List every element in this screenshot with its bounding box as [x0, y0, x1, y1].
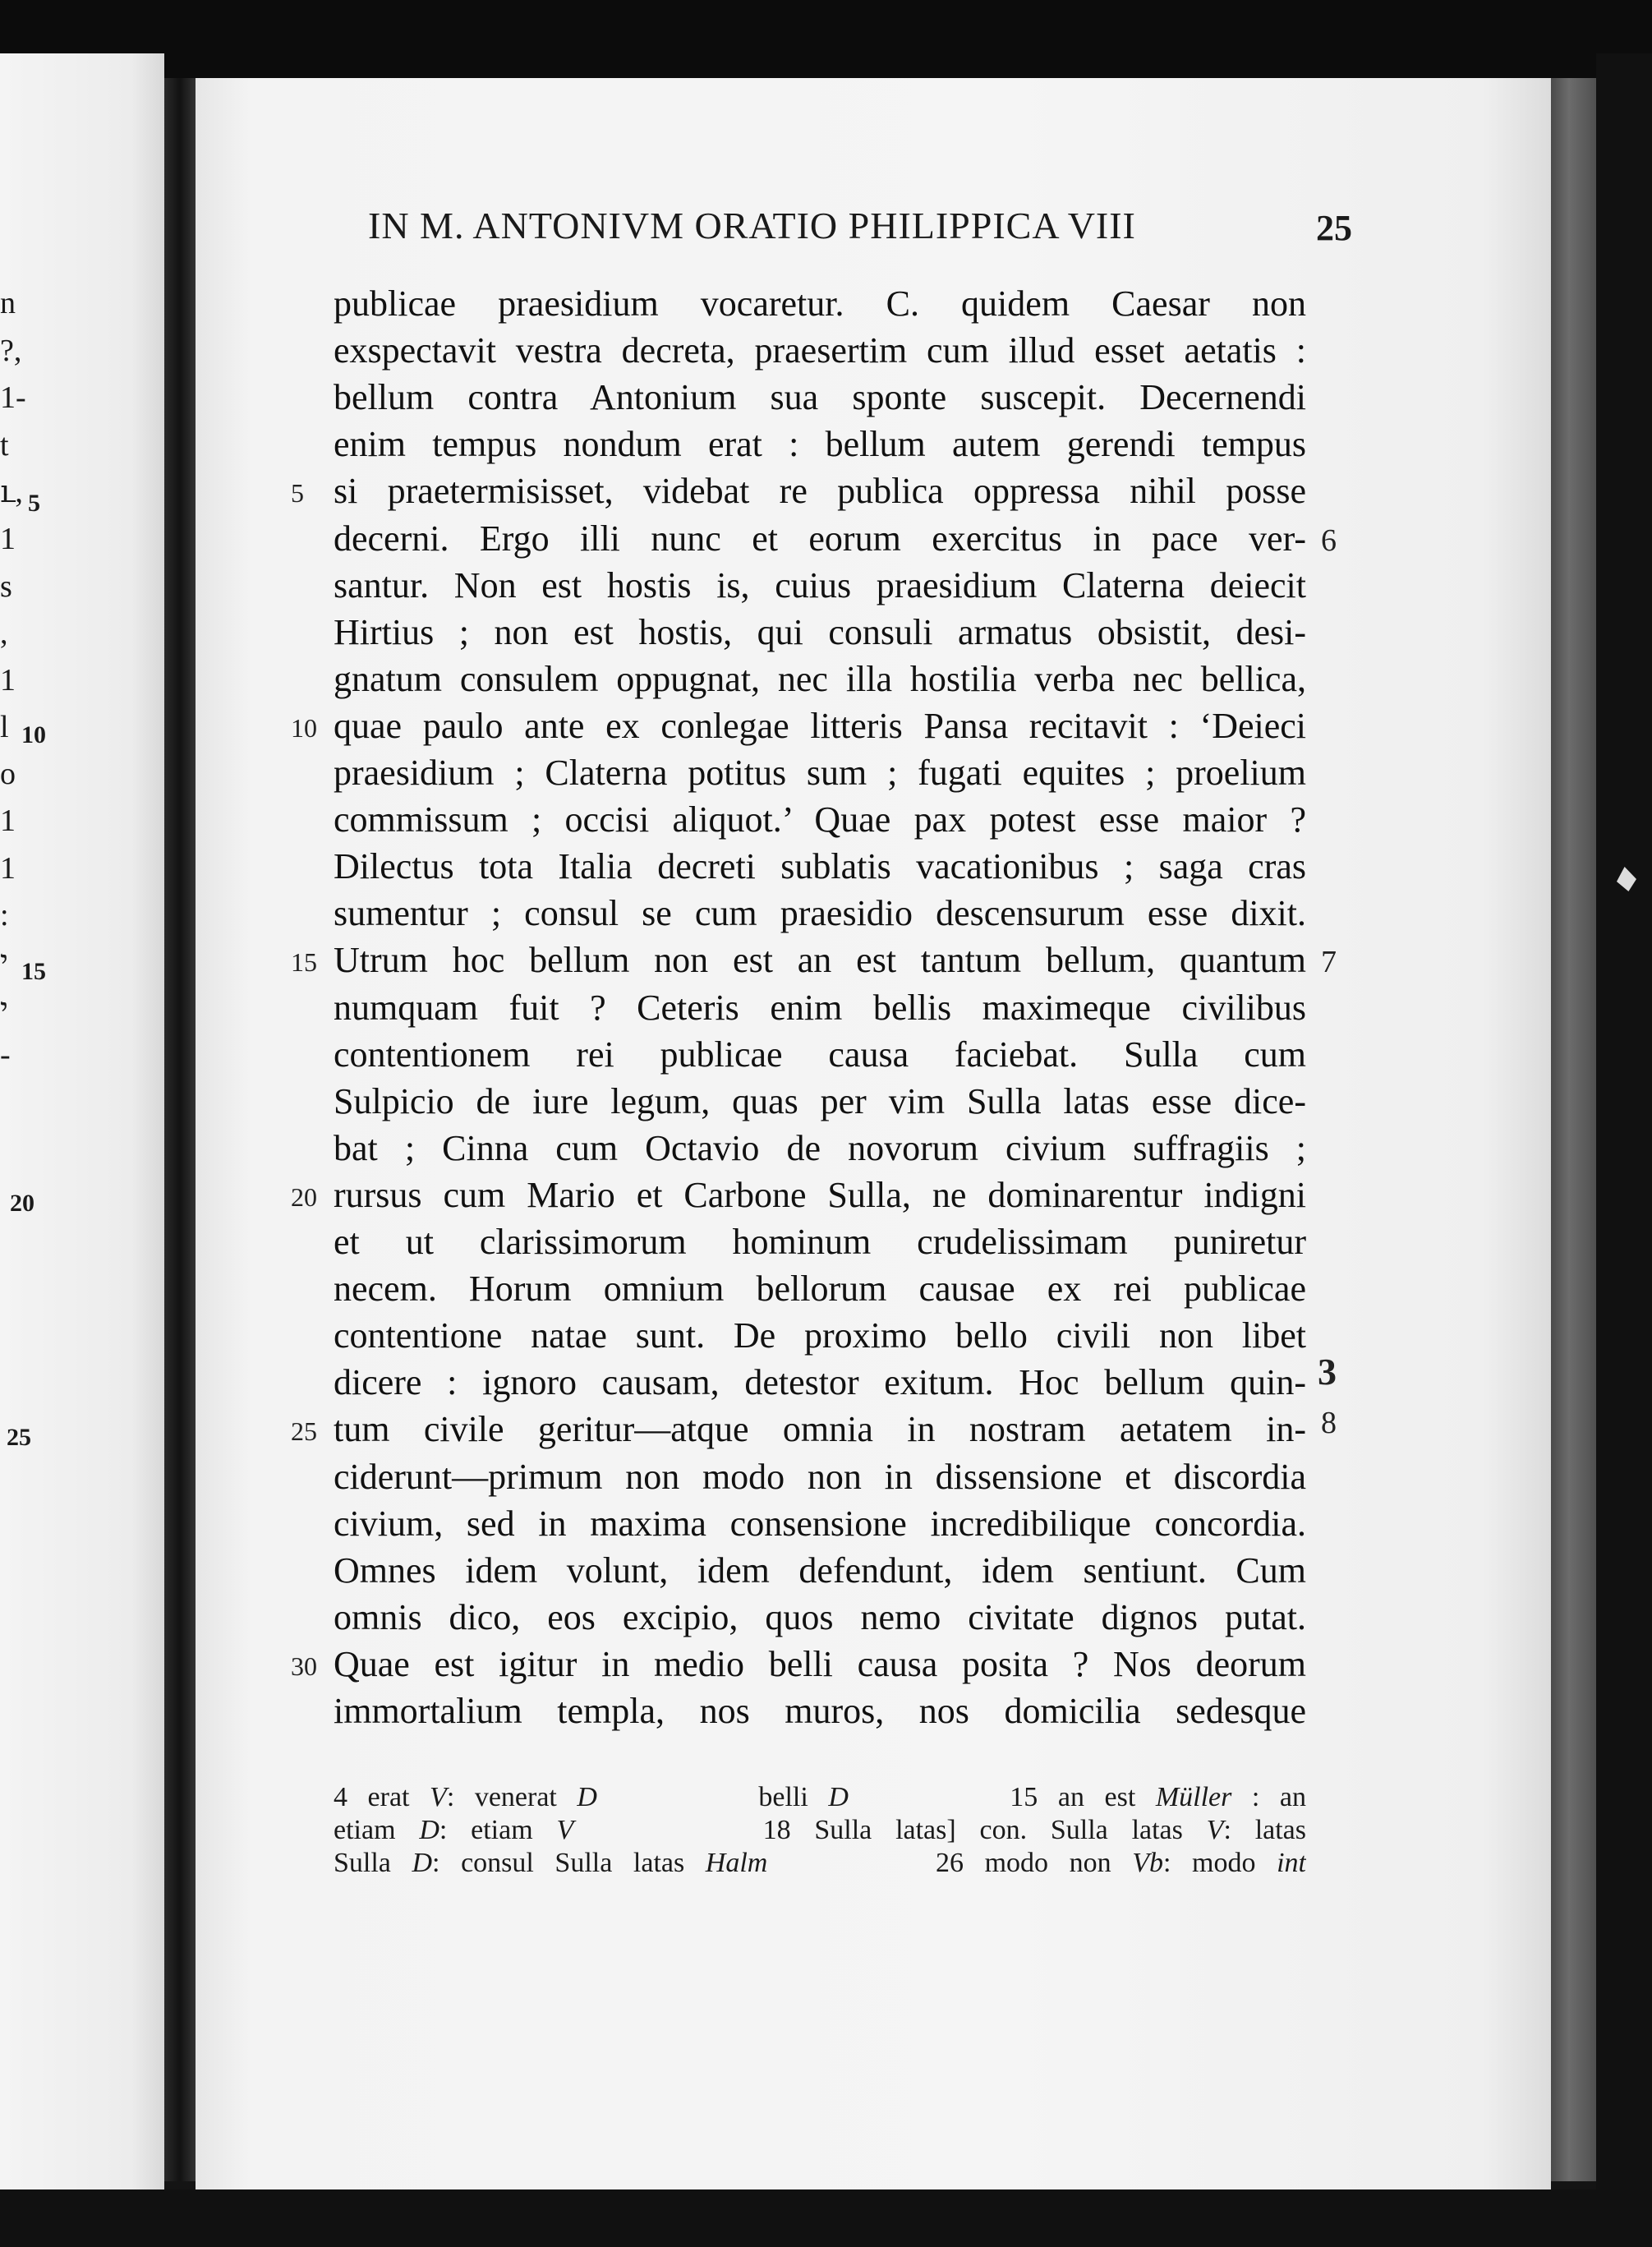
section-number: 6 [1321, 523, 1337, 558]
text-line: tum civile geritur—atque omnia in nostram aetatem in- [334, 1409, 1306, 1450]
text-line: et ut clarissimorum hominum crudelissimam puniretur [334, 1222, 1306, 1262]
facing-page-fragment: , [0, 616, 8, 651]
facing-page-fragment: 1 [0, 522, 16, 556]
manuscript-siglum: D [412, 1848, 433, 1878]
apparatus-text: : venerat [446, 1782, 578, 1812]
facing-page-line-number: 20 [10, 1190, 35, 1217]
scan-background-bottom [0, 2189, 1652, 2247]
text-line: Quae est igitur in medio belli causa posita ? Nos deorum [334, 1643, 1306, 1684]
facing-page-line-number: 15 [21, 958, 46, 985]
text-line: Utrum hoc bellum non est an est tantum bellum, quantum [334, 940, 1306, 981]
apparatus-text: : etiam [439, 1815, 557, 1845]
text-line: omnis dico, eos excipio, quos nemo civitate dignos putat. [334, 1596, 1306, 1637]
top-shadow [0, 0, 1652, 78]
text-line: Hirtius ; non est hostis, qui consuli armatus obsistit, desi- [334, 611, 1306, 652]
manuscript-siglum: D [577, 1782, 597, 1812]
text-line: quae paulo ante ex conlegae litteris Pansa recitavit : ‘Deieci [334, 705, 1306, 746]
text-line: contentionem rei publicae causa faciebat. Sulla cum [334, 1034, 1306, 1075]
text-line: dicere : ignoro causam, detestor exitum. Hoc bellum quin- [334, 1362, 1306, 1403]
text-line: Omnes idem volunt, idem defendunt, idem sentiunt. Cum [334, 1549, 1306, 1591]
text-line: rursus cum Mario et Carbone Sulla, ne dominarentur indigni [334, 1174, 1306, 1215]
text-line: commissum ; occisi aliquot.’ Quae pax potest esse maior ? [334, 799, 1306, 840]
facing-page-fragment: t [0, 428, 9, 463]
facing-page-fragment: ւ, [0, 475, 23, 509]
facing-page-fragment: l [0, 710, 9, 744]
scan-background-right [1596, 53, 1652, 2247]
text-line: bellum contra Antonium sua sponte suscepit. Decernendi [334, 377, 1306, 418]
facing-page-fragment: s [0, 569, 12, 604]
text-line: contentione natae sunt. De proximo bello civili non libet [334, 1315, 1306, 1356]
critical-apparatus [334, 1781, 1306, 1880]
text-line: necem. Horum omnium bellorum causae ex rei publicae [334, 1269, 1306, 1310]
line-number: 30 [291, 1651, 317, 1681]
facing-page-fragment: 1- [0, 380, 26, 415]
facing-page-line-number: 5 [28, 490, 40, 517]
apparatus-text: 4 erat [334, 1782, 430, 1812]
apparatus-text: 26 modo non [767, 1848, 1133, 1878]
facing-page-fragment: י [0, 945, 8, 979]
manuscript-siglum: int [1277, 1848, 1306, 1878]
text-line: decerni. Ergo illi nunc et eorum exercitus in pace ver- [334, 518, 1306, 559]
facing-page-fragment: י [0, 992, 8, 1027]
text-line: exspectavit vestra decreta, praesertim cum illud esset aetatis : [334, 330, 1306, 371]
text-line: ciderunt—primum non modo non in dissensione et discordia [334, 1456, 1306, 1497]
facing-page-fragment: 1 [0, 663, 16, 698]
apparatus-text: : latas [1223, 1815, 1306, 1845]
text-line: Sulpicio de iure legum, quas per vim Sulla latas esse dice- [334, 1080, 1306, 1121]
manuscript-siglum: V [1206, 1815, 1224, 1845]
text-line: immortalium templa, nos muros, nos domicilia sedesque [334, 1691, 1306, 1731]
apparatus-text: : an [1231, 1782, 1306, 1812]
manuscript-siglum: Vb [1132, 1848, 1164, 1878]
facing-page-fragment: : [0, 898, 9, 932]
facing-page-fragment: 1 [0, 803, 16, 838]
apparatus-text: : modo [1163, 1848, 1277, 1878]
facing-page-line-number: 25 [7, 1424, 31, 1451]
facing-page-fragment: о [0, 757, 16, 791]
manuscript-siglum: Halm [705, 1848, 768, 1878]
apparatus-text: Sulla [334, 1848, 412, 1878]
manuscript-siglum: Müller [1155, 1782, 1232, 1812]
binding-gutter [164, 78, 196, 2181]
apparatus-line [334, 1847, 1306, 1880]
apparatus-line [334, 1814, 1306, 1847]
text-line: enim tempus nondum erat : bellum autem gerendi tempus [334, 424, 1306, 465]
manuscript-siglum: D [419, 1815, 439, 1845]
facing-page-fragment: n [0, 286, 16, 320]
apparatus-line [334, 1781, 1306, 1814]
running-head: IN M. ANTONIVM ORATIO PHILIPPICA VIII [368, 205, 1136, 246]
apparatus-text: etiam [334, 1815, 420, 1845]
text-line: santur. Non est hostis is, cuius praesidium Claterna deiecit [334, 564, 1306, 605]
line-number: 15 [291, 947, 317, 978]
apparatus-text: 18 Sulla latas] con. Sulla latas [573, 1815, 1207, 1845]
text-line: praesidium ; Claterna potitus sum ; fugati equites ; proelium [334, 753, 1306, 793]
facing-page-edge [0, 53, 164, 2222]
facing-page-line-number: 10 [21, 721, 46, 748]
text-line: gnatum consulem oppugnat, nec illa hostilia verba nec bellica, [334, 658, 1306, 699]
text-line: publicae praesidium vocaretur. C. quidem Caesar non [334, 283, 1306, 324]
section-number: 8 [1321, 1406, 1337, 1441]
apparatus-text: 15 an est [848, 1782, 1156, 1812]
line-number: 5 [291, 478, 304, 509]
text-line: bat ; Cinna cum Octavio de novorum civium suffragiis ; [334, 1127, 1306, 1168]
manuscript-siglum: D [828, 1782, 849, 1812]
facing-page-fragment: - [0, 1038, 11, 1072]
section-number: 7 [1321, 945, 1337, 980]
facing-page-fragment: ?, [0, 334, 22, 368]
apparatus-text: : consul Sulla latas [432, 1848, 706, 1878]
line-number: 20 [291, 1181, 317, 1212]
line-number: 25 [291, 1416, 317, 1447]
text-line: si praetermisisset, videbat re publica oppressa nihil posse [334, 471, 1306, 512]
line-number: 10 [291, 712, 317, 743]
section-number: 3 [1318, 1351, 1337, 1393]
text-line: civium, sed in maxima consensione incredibilique concordia. [334, 1503, 1306, 1544]
facing-page-fragment: 1 [0, 851, 16, 886]
manuscript-siglum: V [430, 1782, 447, 1812]
manuscript-siglum: V [556, 1815, 574, 1845]
text-line: numquam fuit ? Ceteris enim bellis maximeque civilibus [334, 987, 1306, 1028]
page-edge-shadow [1551, 78, 1596, 2181]
text-line: Dilectus tota Italia decreti sublatis vacationibus ; saga cras [334, 846, 1306, 887]
apparatus-text: belli [596, 1782, 829, 1812]
page-number: 25 [1316, 208, 1352, 248]
text-line: sumentur ; consul se cum praesidio descensurum esse dixit. [334, 893, 1306, 934]
